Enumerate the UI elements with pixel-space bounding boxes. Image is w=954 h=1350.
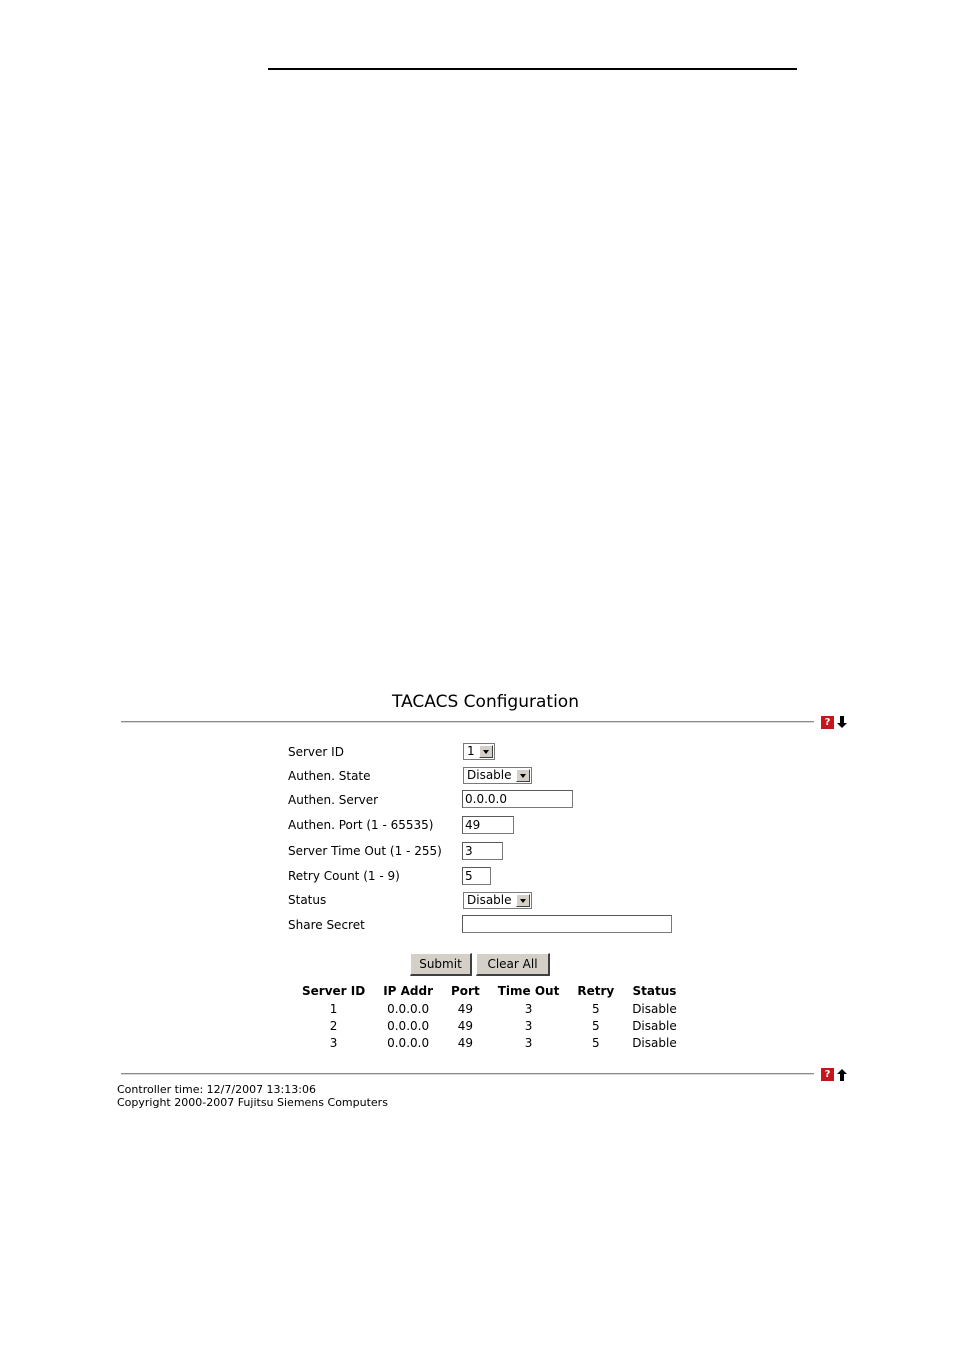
top-divider xyxy=(121,721,814,723)
authen-state-value: Disable xyxy=(467,768,512,782)
bottom-divider xyxy=(121,1073,814,1075)
cell-time-out: 3 xyxy=(524,1018,533,1033)
status-row xyxy=(288,890,463,910)
share-secret-input[interactable] xyxy=(462,915,672,933)
authen-port-row xyxy=(288,815,463,835)
cell-server-id: 1 xyxy=(329,1001,338,1016)
help-icon[interactable]: ? xyxy=(821,1068,834,1081)
chevron-down-icon[interactable] xyxy=(479,745,493,758)
clear-all-button[interactable]: Clear All xyxy=(476,953,550,976)
chevron-down-icon[interactable] xyxy=(516,894,530,907)
authen-server-input[interactable]: 0.0.0.0 xyxy=(462,790,573,808)
help-icon[interactable]: ? xyxy=(821,716,834,729)
controller-time: Controller time: 12/7/2007 13:13:06 xyxy=(117,1083,316,1096)
submit-button[interactable]: Submit xyxy=(410,953,472,976)
arrow-up-icon[interactable] xyxy=(836,1068,848,1081)
cell-time-out: 3 xyxy=(524,1001,533,1016)
cell-ip-addr: 0.0.0.0 xyxy=(387,1001,430,1016)
page-title: TACACS Configuration xyxy=(392,692,579,712)
server-timeout-label: Server Time Out (1 - 255) xyxy=(288,844,442,858)
chevron-down-icon[interactable] xyxy=(516,769,530,782)
cell-server-id: 2 xyxy=(329,1018,338,1033)
tacacs-config-panel xyxy=(117,688,850,1108)
cell-port: 49 xyxy=(457,1018,473,1033)
authen-server-row xyxy=(288,790,463,810)
authen-state-row xyxy=(288,766,463,786)
cell-ip-addr: 0.0.0.0 xyxy=(387,1035,430,1050)
cell-status: Disable xyxy=(632,1018,677,1033)
cell-retry: 5 xyxy=(591,1035,600,1050)
retry-count-label: Retry Count (1 - 9) xyxy=(288,869,400,883)
cell-time-out: 3 xyxy=(524,1035,533,1050)
retry-count-input[interactable]: 5 xyxy=(462,867,491,885)
col-time-out: Time Out xyxy=(497,984,560,998)
status-select[interactable] xyxy=(463,892,532,909)
col-retry: Retry xyxy=(577,984,615,998)
cell-retry: 5 xyxy=(591,1001,600,1016)
server-id-label: Server ID xyxy=(288,745,344,759)
server-timeout-row xyxy=(288,841,463,861)
server-id-select[interactable] xyxy=(463,743,495,760)
status-label: Status xyxy=(288,893,327,907)
table-row xyxy=(293,1034,686,1051)
authen-server-label: Authen. Server xyxy=(288,793,379,807)
col-server-id: Server ID xyxy=(302,984,366,998)
table-row xyxy=(293,1000,686,1017)
cell-ip-addr: 0.0.0.0 xyxy=(387,1018,430,1033)
header-rule xyxy=(268,68,797,70)
share-secret-label: Share Secret xyxy=(288,918,365,932)
status-value: Disable xyxy=(467,893,512,907)
cell-port: 49 xyxy=(457,1001,473,1016)
copyright: Copyright 2000-2007 Fujitsu Siemens Computers xyxy=(117,1096,388,1109)
authen-state-label: Authen. State xyxy=(288,769,371,783)
table-row xyxy=(293,1017,686,1034)
col-status: Status xyxy=(632,984,677,998)
server-id-value: 1 xyxy=(467,744,475,758)
retry-count-row xyxy=(288,866,463,886)
authen-port-label: Authen. Port (1 - 65535) xyxy=(288,818,434,832)
server-id-row xyxy=(288,742,463,762)
cell-retry: 5 xyxy=(591,1018,600,1033)
arrow-down-icon[interactable] xyxy=(836,716,848,729)
cell-server-id: 3 xyxy=(329,1035,338,1050)
cell-port: 49 xyxy=(457,1035,473,1050)
server-timeout-input[interactable]: 3 xyxy=(462,842,503,860)
server-table xyxy=(293,982,686,1051)
table-header-row xyxy=(293,982,686,1000)
col-ip-addr: IP Addr xyxy=(383,984,434,998)
cell-status: Disable xyxy=(632,1035,677,1050)
cell-status: Disable xyxy=(632,1001,677,1016)
share-secret-row xyxy=(288,915,463,935)
authen-state-select[interactable] xyxy=(463,767,532,784)
col-port: Port xyxy=(451,984,480,998)
authen-port-input[interactable]: 49 xyxy=(462,816,514,834)
